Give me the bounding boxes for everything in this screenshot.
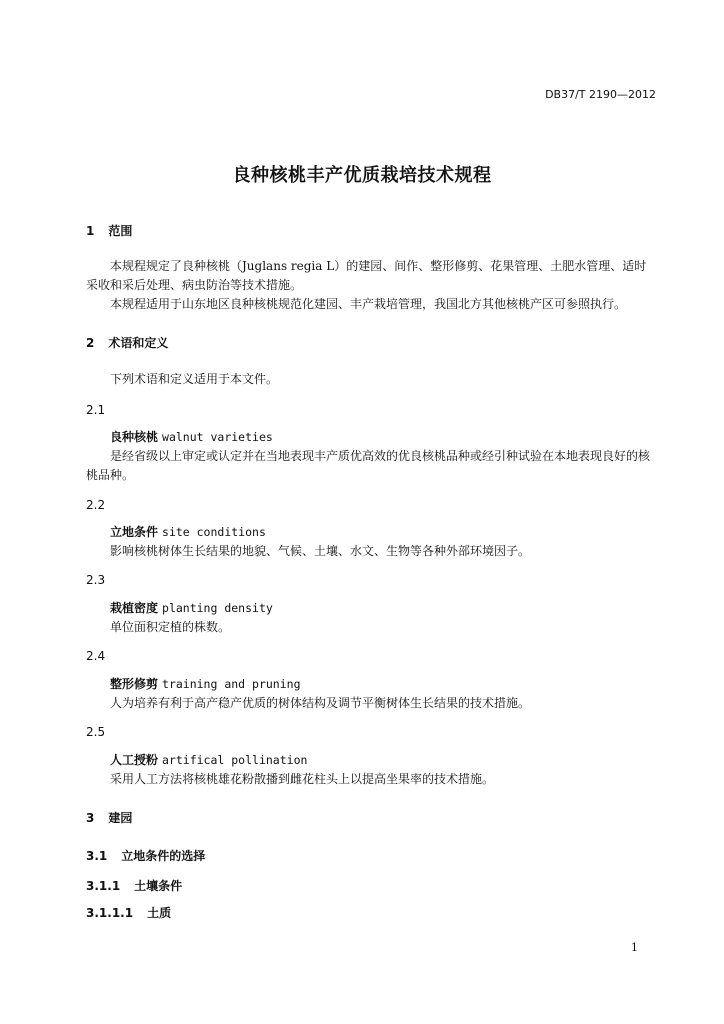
subsection-3-1-1-heading bbox=[86, 877, 182, 894]
subsection-3-1-heading bbox=[86, 847, 205, 864]
term-number: 2.4 bbox=[86, 649, 106, 663]
section-number: 3.1.1.1 bbox=[86, 906, 134, 920]
term-english: planting density bbox=[162, 601, 273, 615]
section-3-heading bbox=[86, 809, 132, 826]
term-heading bbox=[110, 751, 307, 768]
section-title: 土质 bbox=[147, 906, 172, 920]
section-number: 3.1.1 bbox=[86, 879, 121, 893]
term-number: 2.2 bbox=[86, 498, 106, 512]
term-definition: 单位面积定植的株数。 bbox=[110, 620, 231, 634]
document-title: 良种核桃丰产优质栽培技术规程 bbox=[232, 165, 492, 186]
section-title: 土壤条件 bbox=[134, 879, 183, 893]
term-definition: 人为培养有利于高产稳产优质的树体结构及调节平衡树体生长结果的技术措施。 bbox=[110, 696, 531, 710]
term-heading bbox=[110, 599, 273, 616]
section-title: 术语和定义 bbox=[108, 336, 169, 350]
section-number: 3.1 bbox=[86, 849, 108, 863]
term-definition: 采用人工方法将核桃雄花粉散播到雌花柱头上以提高坐果率的技术措施。 bbox=[110, 772, 495, 786]
term-chinese: 人工授粉 bbox=[110, 753, 159, 767]
term-definition: 是经省级以上审定或认定并在当地表现丰产质优高效的优良核桃品种或经引种试验在本地表现良好的核桃品种。 bbox=[86, 449, 651, 482]
section-title: 范围 bbox=[108, 224, 133, 238]
term-chinese: 立地条件 bbox=[110, 525, 159, 539]
page-number: 1 bbox=[631, 941, 638, 954]
term-english: walnut varieties bbox=[162, 430, 273, 444]
scope-paragraph-2: 本规程适用于山东地区良种核桃规范化建园、丰产栽培管理，我国北方其他核桃产区可参照执行。 bbox=[110, 297, 627, 311]
scope-paragraph-1: 本规程规定了良种核桃（Juglans regia L）的建园、间作、整形修剪、花果管理、土肥水管理、适时采收和采后处理、病虫防治等技术措施。 bbox=[86, 259, 647, 292]
subsection-3-1-1-1-heading bbox=[86, 904, 171, 921]
section-number: 2 bbox=[86, 336, 95, 350]
term-chinese: 整形修剪 bbox=[110, 677, 159, 691]
term-heading bbox=[110, 428, 273, 445]
section-1-heading bbox=[86, 222, 132, 239]
section-2-heading bbox=[86, 334, 168, 351]
terms-intro: 下列术语和定义适用于本文件。 bbox=[110, 372, 279, 386]
term-number: 2.5 bbox=[86, 725, 106, 739]
term-chinese: 良种核桃 bbox=[110, 430, 159, 444]
term-definition: 影响核桃树体生长结果的地貌、气候、土壤、水文、生物等各种外部环境因子。 bbox=[110, 544, 531, 558]
term-chinese: 栽植密度 bbox=[110, 601, 159, 615]
term-english: training and pruning bbox=[162, 677, 301, 691]
section-title: 立地条件的选择 bbox=[121, 849, 206, 863]
section-title: 建园 bbox=[108, 811, 133, 825]
term-english: artifical pollination bbox=[162, 753, 308, 767]
term-english: site conditions bbox=[162, 525, 266, 539]
section-number: 1 bbox=[86, 224, 95, 238]
standard-number: DB37/T 2190—2012 bbox=[545, 88, 656, 101]
term-number: 2.3 bbox=[86, 573, 106, 587]
section-number: 3 bbox=[86, 811, 95, 825]
term-number: 2.1 bbox=[86, 403, 106, 417]
term-heading bbox=[110, 675, 301, 692]
term-heading bbox=[110, 523, 266, 540]
